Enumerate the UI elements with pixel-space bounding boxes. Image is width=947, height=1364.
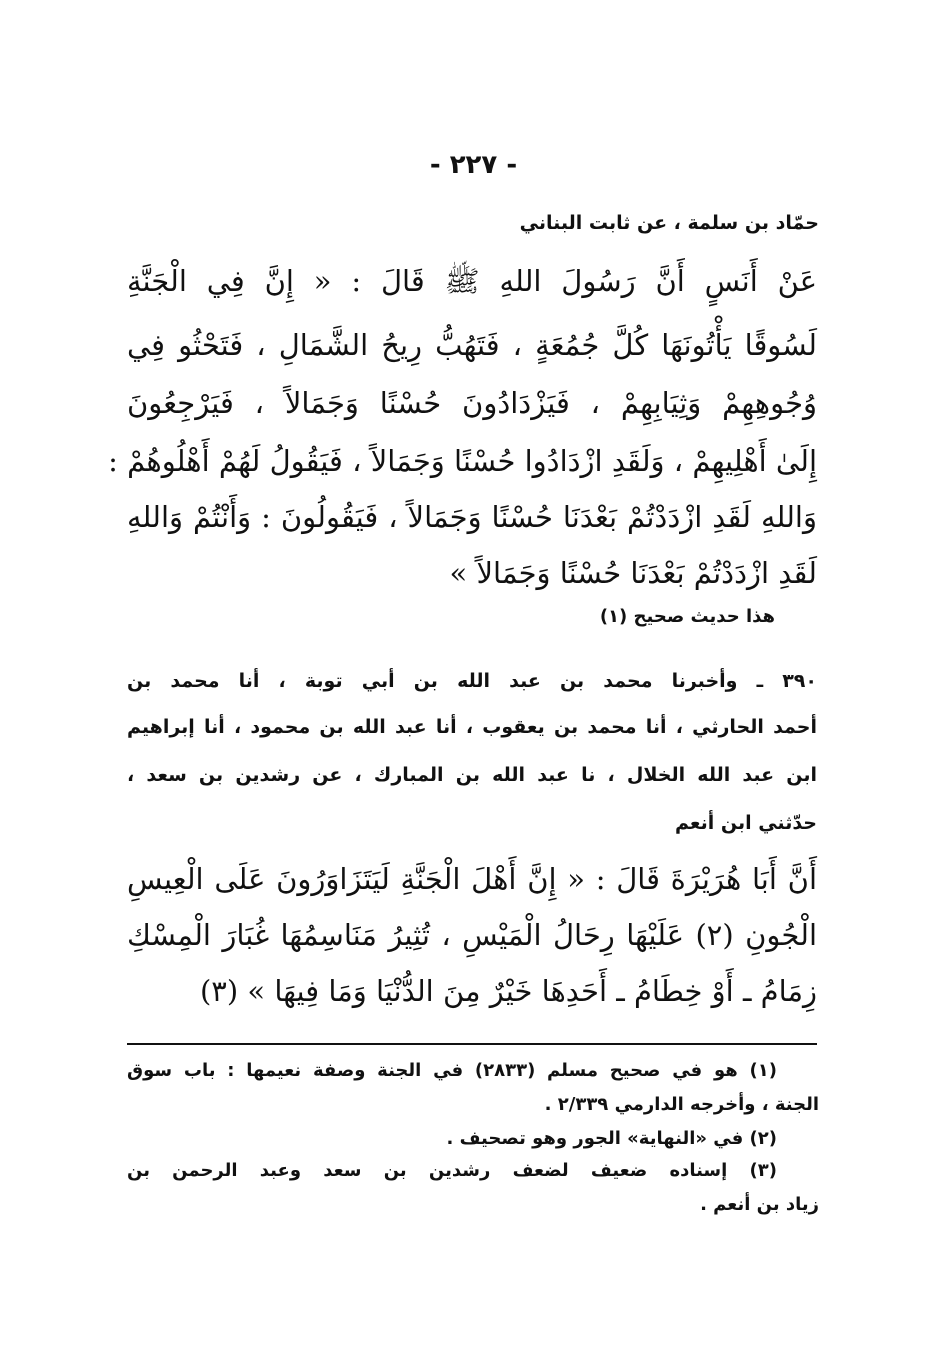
chain-line-4: حدّثني ابن أنعم (674, 812, 817, 834)
footnote-1-line-1: (١) هو في صحيح مسلم (٢٨٣٣) في الجنة وصفة نعيمها : باب سوق (127, 1060, 777, 1081)
hadith-1-line-5: وَاللهِ لَقَدِ ازْدَدْتُمْ بَعْدَنَا حُسْنًا وَجَمَالاً ، فَيَقُولُونَ : وَأَنْتُمْ وَاللهِ (127, 500, 817, 534)
narrator-line: حمّاد بن سلمة ، عن ثابت البناني (519, 212, 819, 234)
footnote-3-line-2: زياد بن أنعم . (700, 1194, 819, 1215)
hadith-1-line-1: عَنْ أَنَسٍ أَنَّ رَسُولَ اللهِ ﷺ قَالَ : « إِنَّ فِي الْجَنَّةِ (127, 264, 817, 298)
hadith-1-line-4: إِلَىٰ أَهْلِيهِمْ ، وَلَقَدِ ازْدَادُوا حُسْنًا وَجَمَالاً ، فَيَقُولُ لَهُمْ أَهْلُوهُمْ : (108, 444, 817, 478)
page-number: - ٢٢٧ - (429, 150, 518, 180)
hadith-2-line-2: الْجُونِ (٢) عَلَيْهَا رِحَالُ الْمَيْسِ ، تُثِيرُ مَنَاسِمُهَا غُبَارَ الْمِسْكِ (127, 918, 817, 952)
hadith-grading: هذا حديث صحيح (١) (599, 606, 775, 627)
hadith-1-line-3: وُجُوهِهِمْ وَثِيَابِهِمْ ، فَيَزْدَادُونَ حُسْنًا وَجَمَالاً ، فَيَرْجِعُونَ (127, 386, 817, 420)
footnote-divider (127, 1043, 817, 1045)
hadith-1-line-2: لَسُوقًا يَأْتُونَهَا كُلَّ جُمُعَةٍ ، فَتَهُبُّ رِيحُ الشَّمَالِ ، فَتَحْثُو فِي (127, 328, 817, 362)
hadith-2-line-1: أَنَّ أَبَا هُرَيْرَةَ قَالَ : « إِنَّ أَهْلَ الْجَنَّةِ لَيَتَزَاوَرُونَ عَلَى الْعِيسِ (127, 862, 817, 896)
hadith-2-line-3: زِمَامُ ـ أَوْ خِطَامُ ـ أَحَدِهَا خَيْرٌ مِنَ الدُّنْيَا وَمَا فِيهَا » (٣) (199, 974, 817, 1008)
hadith-1-line-6: لَقَدِ ازْدَدْتُمْ بَعْدَنَا حُسْنًا وَجَمَالاً » (449, 556, 817, 590)
chain-line-1: ٣٩٠ ـ وأخبرنا محمد بن عبد الله بن أبي توبة ، أنا محمد بن (127, 670, 817, 692)
chain-line-2: أحمد الحارثي ، أنا محمد بن يعقوب ، أنا عبد الله بن محمود ، أنا إبراهيم (127, 716, 817, 738)
footnote-3-line-1: (٣) إسناده ضعيف لضعف رشدين بن سعد وعبد الرحمن بن (127, 1160, 777, 1181)
footnote-2: (٢) في «النهاية» الجور وهو تصحيف . (446, 1128, 777, 1149)
chain-line-3: ابن عبد الله الخلال ، نا عبد الله بن المبارك ، عن رشدين بن سعد ، (127, 764, 817, 786)
footnote-1-line-2: الجنة ، وأخرجه الدارمي ٢/٣٣٩ . (544, 1094, 819, 1115)
